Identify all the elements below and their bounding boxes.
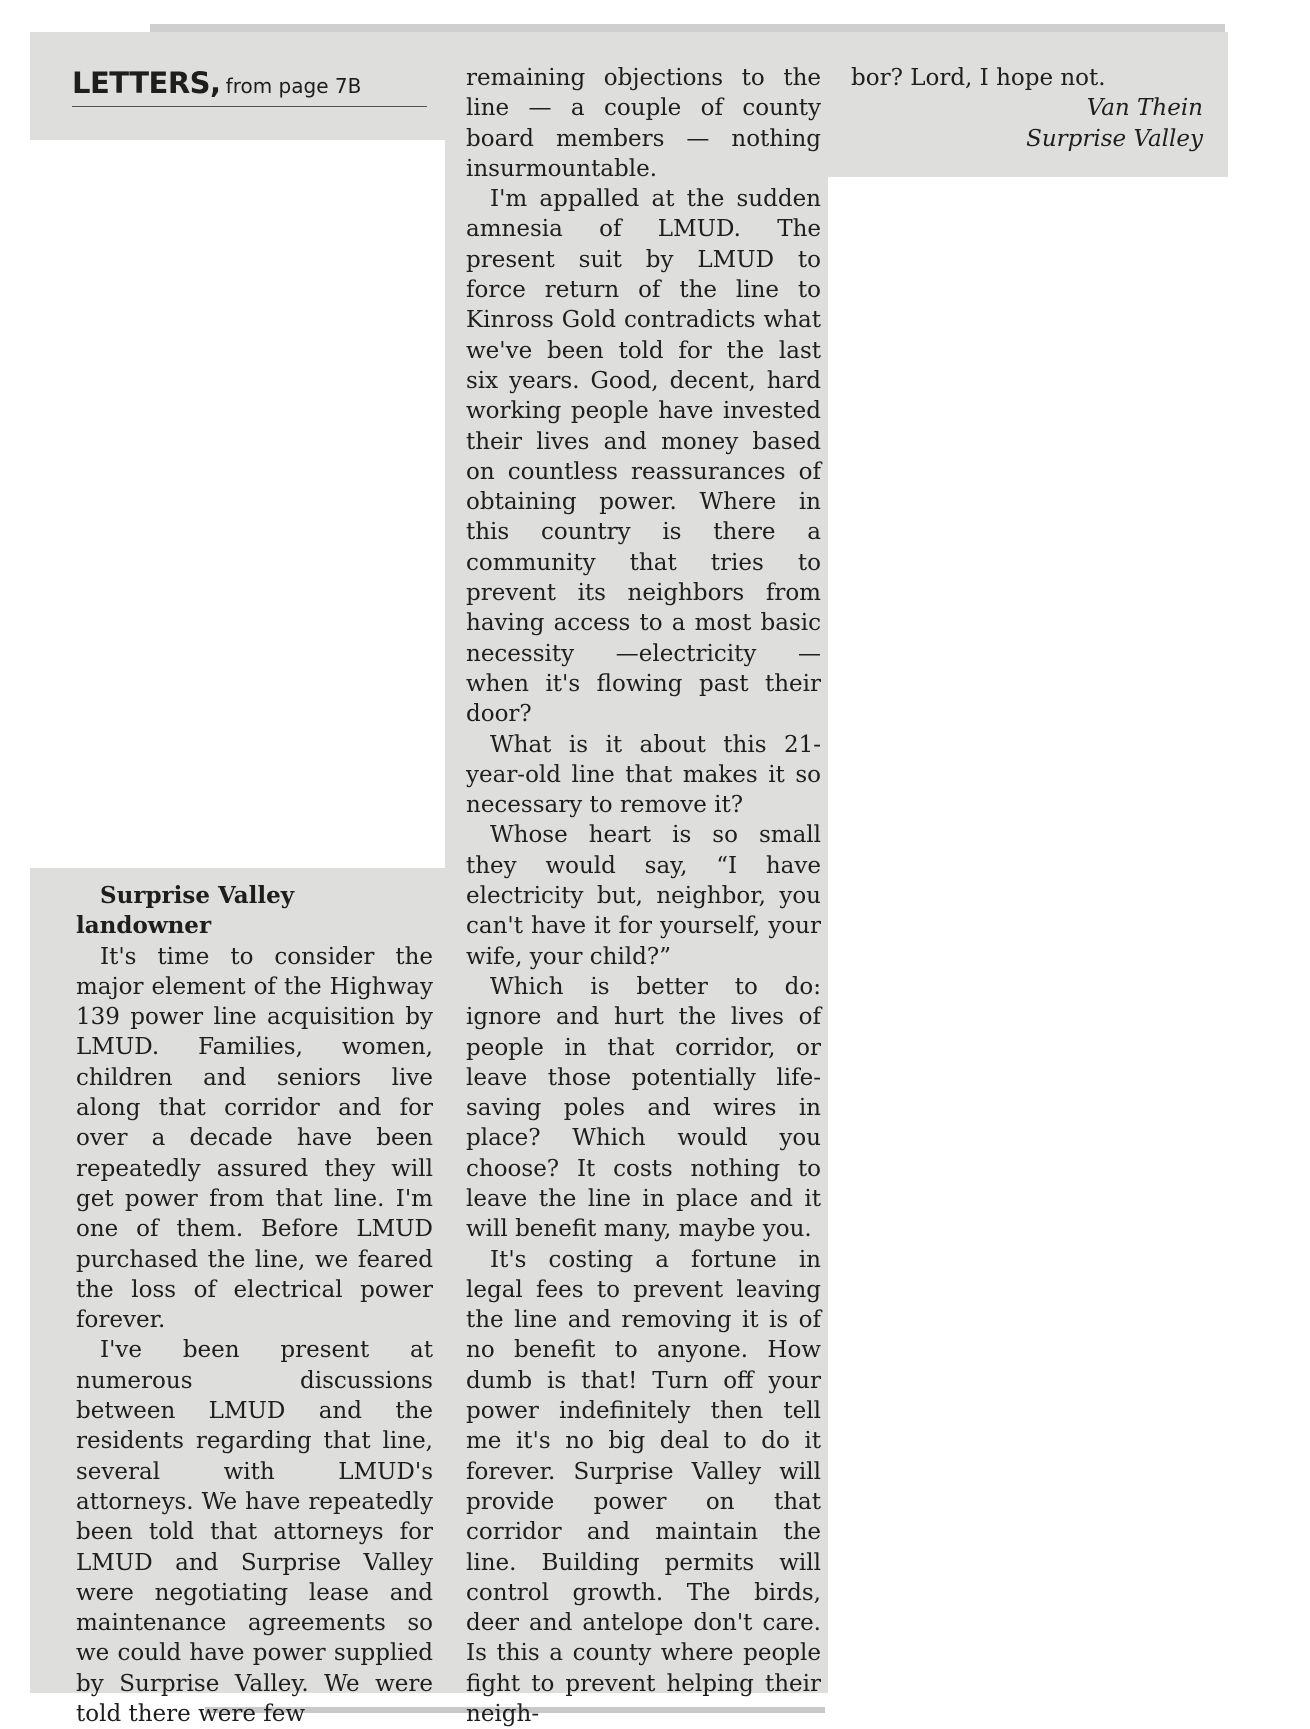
from-page-label: from page 7B: [225, 74, 362, 98]
paragraph-continuation: bor? Lord, I hope not.: [851, 65, 1106, 91]
section-label: LETTERS,: [72, 66, 221, 100]
letter-title: Surprise Valley landowner: [76, 882, 295, 940]
letter-column-3: [851, 63, 1203, 154]
paragraph: Whose heart is so small they would say, “I have electricity but, neighbor, you can't have it for yourself, your wife, your child?”: [466, 822, 821, 970]
paragraph: What is it about this 21-year-old line that makes it so necessary to remove it?: [466, 731, 821, 819]
paragraph: It's costing a fortune in legal fees to prevent leaving the line and removing it is of no benefit to anyone. How dumb is that! Turn off your power indefinitely then tell me it's no big deal to do it forever. Surprise Valley will provide power on that corridor and maintain the line. Building permits will control growth. The birds, deer and antelope don't care. Is this a county where people fight to prevent helping their neigh-: [466, 1246, 821, 1728]
paragraph: I've been present at numerous discussions between LMUD and the residents regarding that line, several with LMUD's attorneys. We have repeatedly been told that attorneys for LMUD and Surprise Valley were negotiating lease and maintenance agreements so we could have power supplied by Surprise Valley. We were told there were few: [76, 1337, 433, 1728]
section-header: [72, 66, 427, 107]
letter-column-2: [466, 63, 821, 1729]
signature-place: Surprise Valley: [1026, 125, 1203, 152]
paragraph: I'm appalled at the sudden amnesia of LMUD. The present suit by LMUD to force return of the line to Kinross Gold contradicts what we've been told for the last six years. Good, decent, hard working people have invested their lives and money based on countless reassurances of obtaining power. Where in this country is there a community that tries to prevent its neighbors from having access to a most basic necessity —electricity — when it's flowing past their door?: [466, 186, 821, 728]
paragraph: Which is better to do: ignore and hurt the lives of people in that corridor, or leave those potentially life-saving poles and wires in place? Which would you choose? It costs nothing to leave the line in place and it will benefit many, maybe you.: [466, 973, 821, 1243]
paragraph: It's time to consider the major element of the Highway 139 power line acquisition by LMUD. Families, women, children and seniors live along that corridor and for over a decade have been repeatedly assured they will get power from that line. I'm one of them. Before LMUD purchased the line, we feared the loss of electrical power forever.: [76, 943, 433, 1334]
letter-column-1: [76, 881, 433, 1729]
paragraph-continuation: remaining objections to the line — a couple of county board members — nothing insurmountable.: [466, 65, 821, 182]
signature-name: Van Thein: [1086, 95, 1203, 122]
